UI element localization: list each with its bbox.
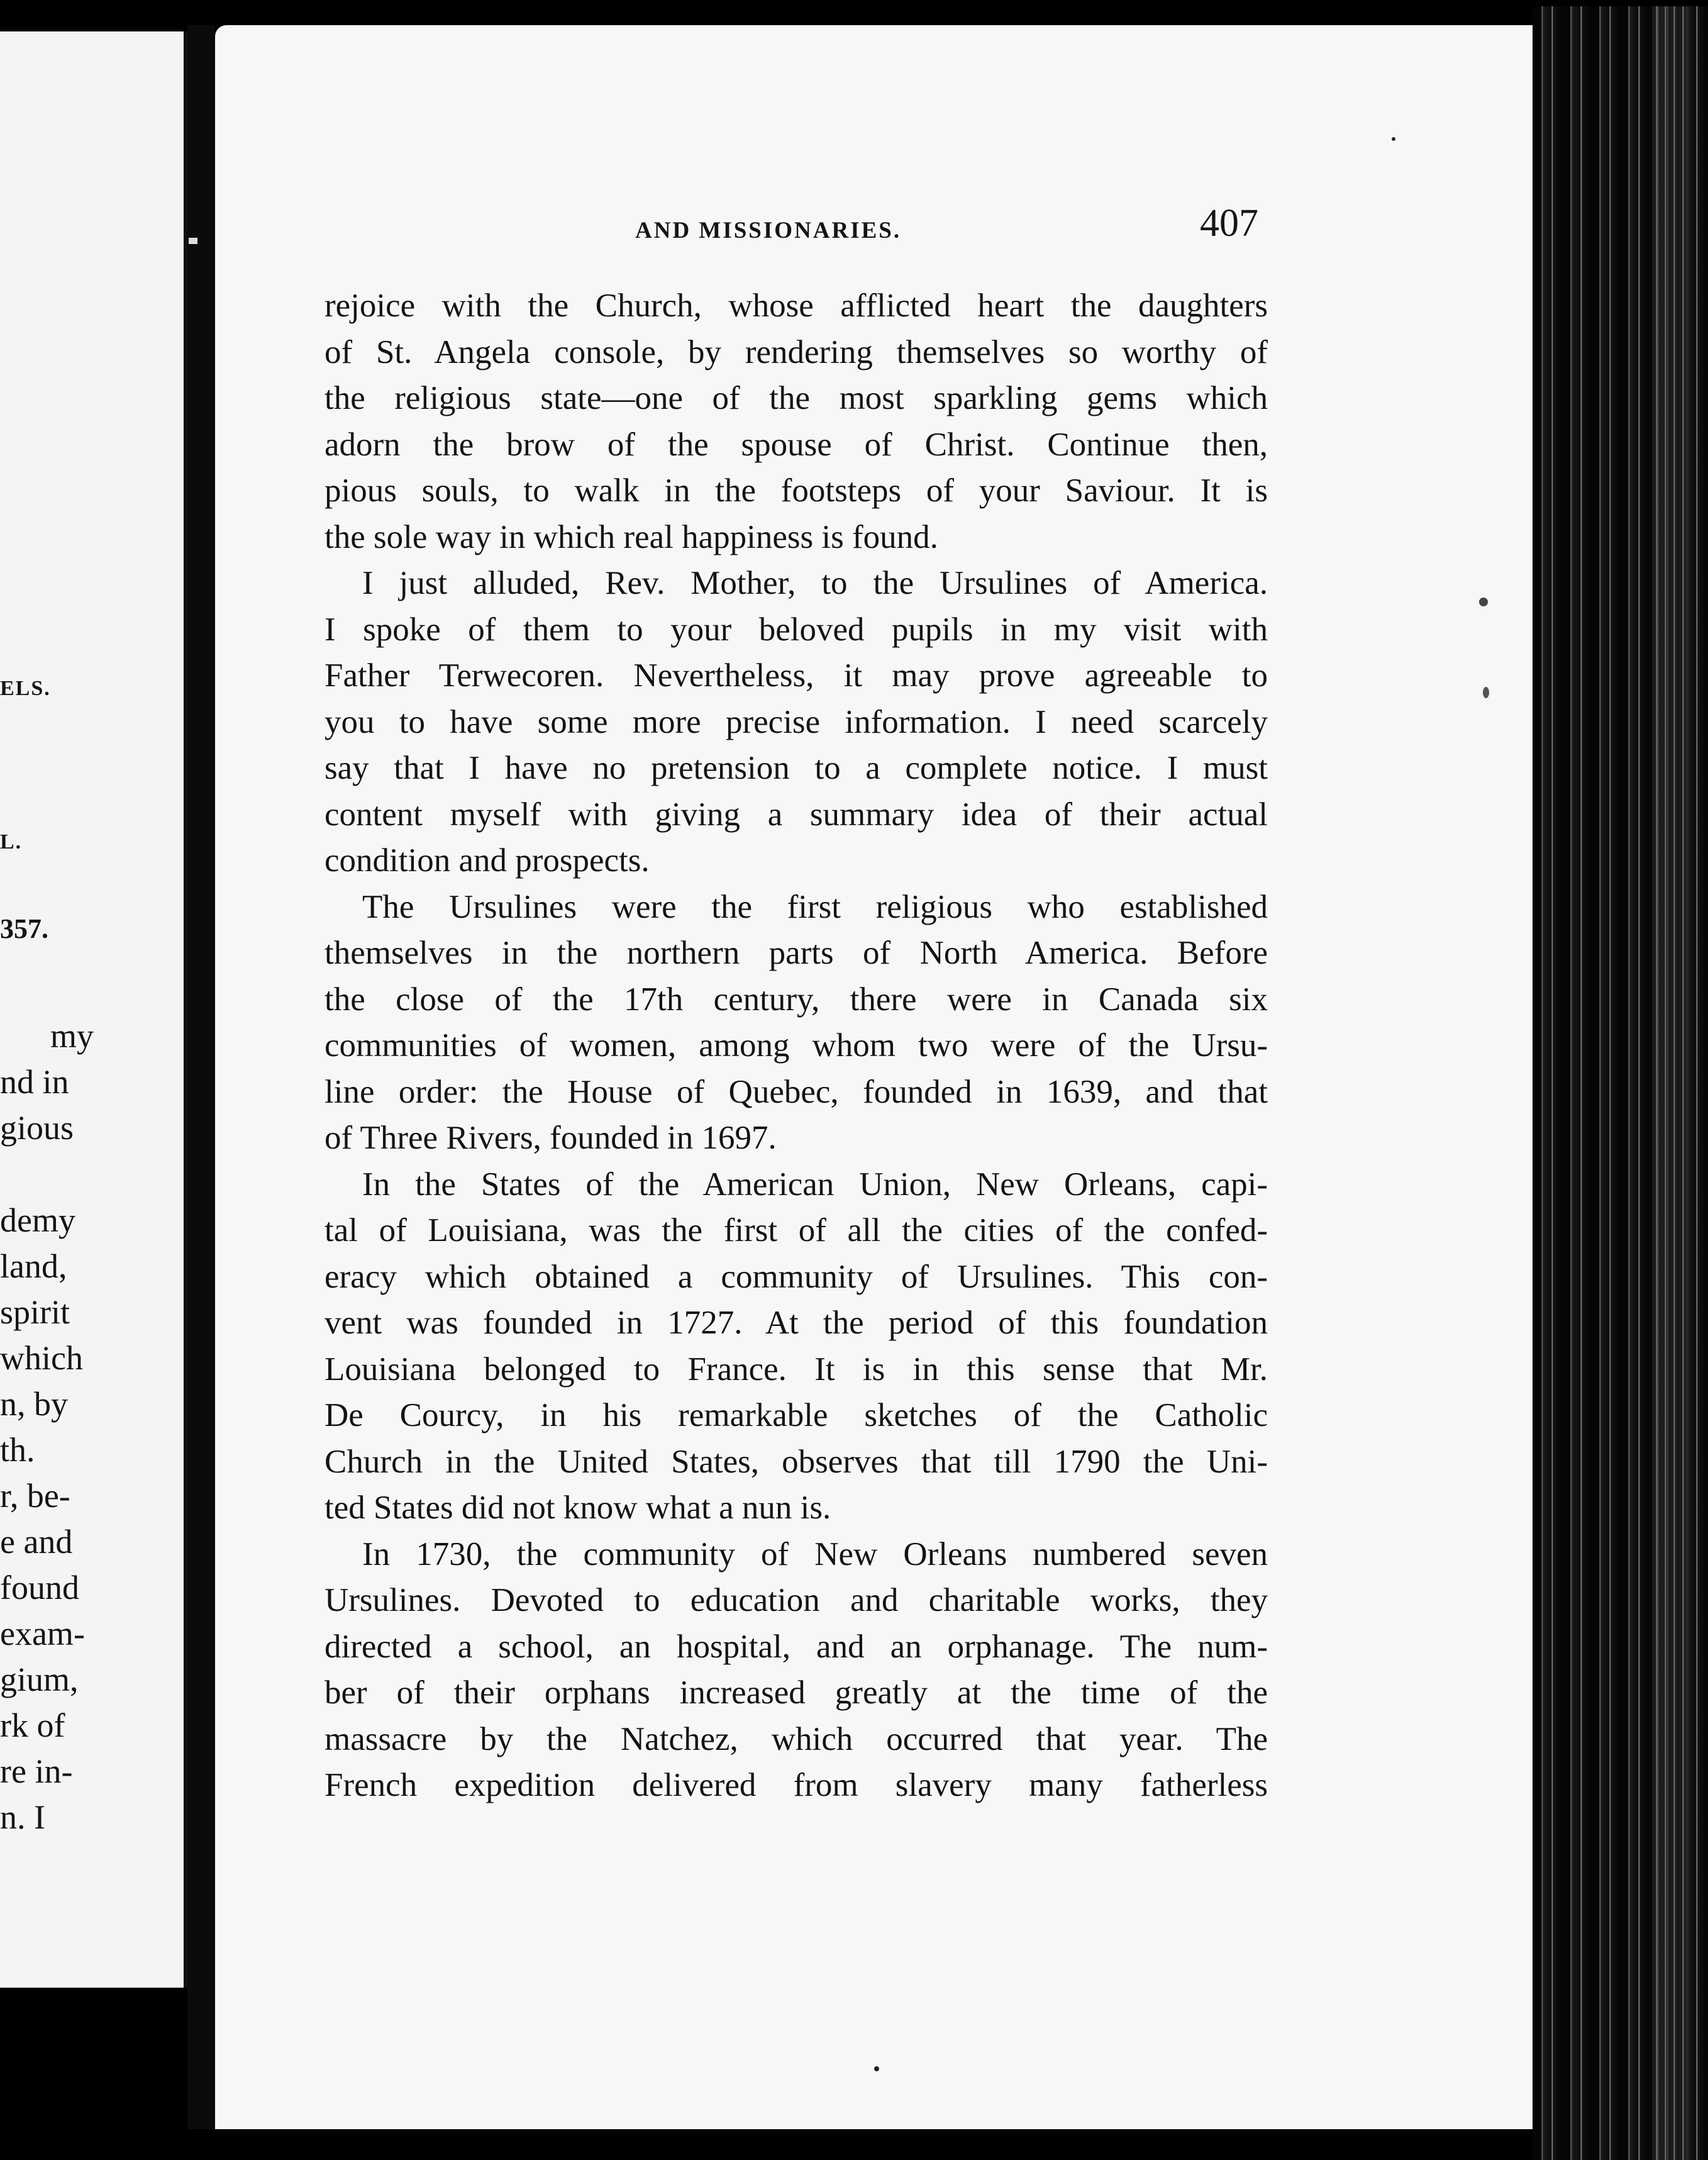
text-line: adorn the brow of the spouse of Christ. Continue then, <box>324 426 1268 463</box>
text-line: rejoice with the Church, whose afflicted heart the daughters <box>324 287 1268 324</box>
left-fragment: r, be- <box>0 1477 70 1515</box>
margin-mark <box>189 238 197 244</box>
left-fragment: exam- <box>0 1615 85 1652</box>
text-line: line order: the House of Quebec, founded in 1639, and that <box>324 1073 1268 1110</box>
paragraph-start-line: In the States of the American Union, New Orleans, capi- <box>362 1166 1268 1203</box>
text-line: the sole way in which real happiness is found. <box>324 518 938 555</box>
text-line: French expedition delivered from slavery many fatherless <box>324 1767 1268 1803</box>
left-fragment: n, by <box>0 1385 68 1423</box>
text-line: the religious state—one of the most sparkling gems which <box>324 380 1268 416</box>
left-fragment: 357. <box>0 913 48 944</box>
left-fragment: gious <box>0 1109 74 1147</box>
book-gutter <box>187 25 215 2160</box>
paragraph-start-line: In 1730, the community of New Orleans numbered seven <box>362 1535 1268 1573</box>
text-line: Louisiana belonged to France. It is in this sense that Mr. <box>324 1350 1268 1388</box>
page-edges-highlight <box>1652 6 1690 2160</box>
left-fragment: my <box>50 1017 94 1055</box>
left-fragment: th. <box>0 1431 35 1469</box>
left-fragment: nd in <box>0 1063 69 1101</box>
left-fragment: spirit <box>0 1293 70 1331</box>
text-line: the close of the 17th century, there were in Canada six <box>324 981 1268 1018</box>
text-line: condition and prospects. <box>324 842 650 879</box>
body-text <box>324 283 1268 1809</box>
left-fragment: land, <box>0 1247 67 1285</box>
text-line: Ursulines. Devoted to education and charitable works, they <box>324 1582 1268 1618</box>
left-fragment: L. <box>0 830 23 854</box>
page-edges <box>1533 6 1708 2160</box>
text-line: of Three Rivers, founded in 1697. <box>324 1120 777 1156</box>
text-line: ted States did not know what a nun is. <box>324 1489 831 1526</box>
left-fragment: e and <box>0 1523 73 1561</box>
text-line: De Courcy, in his remarkable sketches of the Catholic <box>324 1397 1268 1434</box>
print-speck <box>1392 137 1395 141</box>
margin-mark <box>1479 598 1488 606</box>
left-fragment: n. I <box>0 1798 45 1836</box>
text-line: content myself with giving a summary idea of their actual <box>324 796 1268 833</box>
text-line: ber of their orphans increased greatly at the time of the <box>324 1674 1268 1711</box>
running-head: AND MISSIONARIES. <box>635 218 902 243</box>
top-border <box>0 0 1708 25</box>
text-line: communities of women, among whom two were of the Ursu- <box>324 1027 1268 1064</box>
text-line: vent was founded in 1727. At the period of this foundation <box>324 1305 1268 1341</box>
left-fragment: which <box>0 1339 83 1377</box>
left-fragment: gium, <box>0 1661 79 1698</box>
paragraph-start-line: I just alluded, Rev. Mother, to the Ursulines of America. <box>362 565 1268 601</box>
text-line: I spoke of them to your beloved pupils in my visit with <box>324 611 1268 648</box>
page-number: 407 <box>1200 202 1258 245</box>
left-facing-page <box>0 31 187 1988</box>
text-line: pious souls, to walk in the footsteps of your Saviour. It is <box>324 472 1268 509</box>
left-fragment: demy <box>0 1201 75 1239</box>
text-line: say that I have no pretension to a complete notice. I must <box>324 750 1268 786</box>
text-line: Church in the United States, observes that till 1790 the Uni- <box>324 1443 1268 1480</box>
bottom-border <box>0 2129 1708 2160</box>
text-line: you to have some more precise information. I need scarcely <box>324 703 1268 740</box>
text-line: tal of Louisiana, was the first of all the cities of the confed- <box>324 1212 1268 1249</box>
text-line: directed a school, an hospital, and an orphanage. The num- <box>324 1628 1268 1665</box>
print-speck <box>874 2066 879 2071</box>
text-line: themselves in the northern parts of North America. Before <box>324 935 1268 971</box>
left-fragment: re in- <box>0 1752 73 1790</box>
left-fragment: ELS. <box>0 677 51 700</box>
text-line: of St. Angela console, by rendering themselves so worthy of <box>324 333 1268 370</box>
text-line: Father Terwecoren. Nevertheless, it may prove agreeable to <box>324 657 1268 694</box>
text-line: eracy which obtained a community of Ursulines. This con- <box>324 1258 1268 1295</box>
margin-mark <box>1483 687 1489 698</box>
text-line: massacre by the Natchez, which occurred that year. The <box>324 1720 1268 1757</box>
left-fragment: found <box>0 1569 79 1606</box>
left-fragment: rk of <box>0 1706 65 1744</box>
paragraph-start-line: The Ursulines were the first religious who established <box>362 888 1268 925</box>
